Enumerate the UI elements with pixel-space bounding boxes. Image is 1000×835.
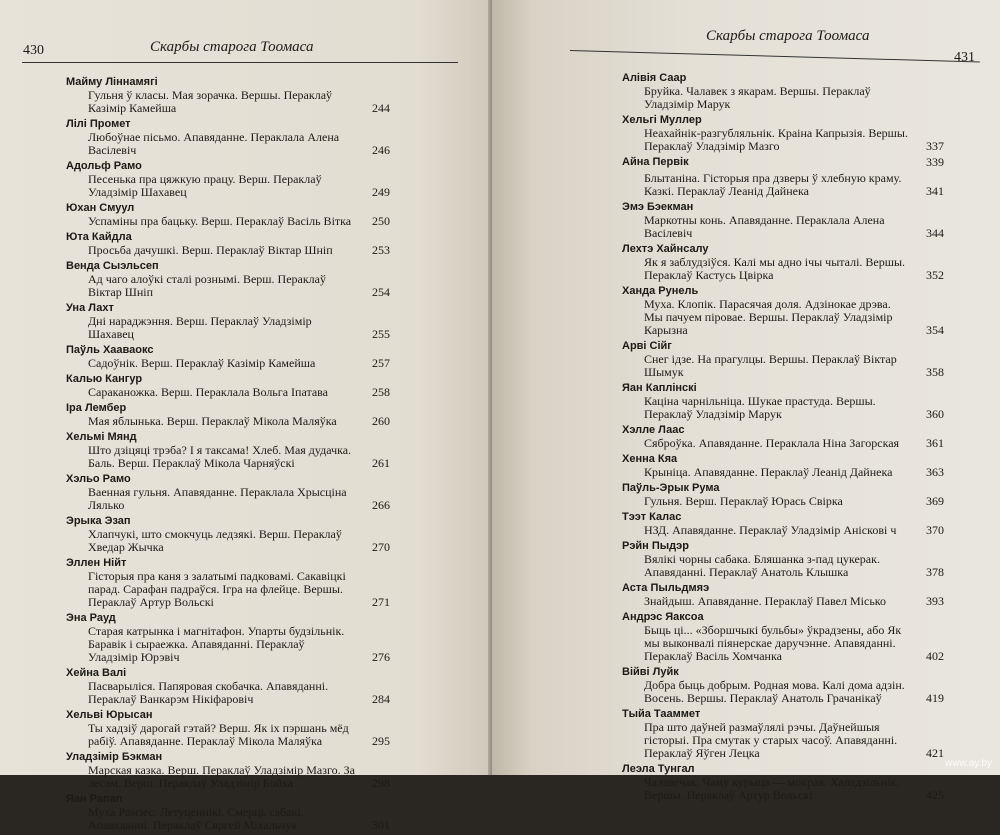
work-description xyxy=(66,273,390,299)
work-description xyxy=(622,524,944,537)
page-reference: 360 xyxy=(926,407,944,421)
toc-entry xyxy=(622,763,944,802)
work-description xyxy=(66,386,390,399)
page-reference: 354 xyxy=(926,323,944,337)
author-name: Тээт Калас xyxy=(622,511,682,523)
work-title: Марская казка. Верш. Пераклаў Уладзімір Мазго. За лесам. Верш. Пераклаў Уладзімір Бойка xyxy=(88,763,355,790)
toc-entry xyxy=(66,231,390,257)
watermark: www.ay.by xyxy=(944,758,992,769)
author-name: Уна Лахт xyxy=(66,302,114,314)
work-description xyxy=(66,444,390,470)
work-description xyxy=(622,466,944,479)
work-description xyxy=(622,776,944,802)
work-title: Пасварыліся. Папяровая скобачка. Апавяданні. Пераклаў Ванкарэм Нікіфаровіч xyxy=(88,679,329,706)
work-description xyxy=(622,256,944,282)
author-name: Арві Сійг xyxy=(622,340,672,352)
page-reference: 258 xyxy=(372,385,390,399)
work-title: Бруйка. Чалавек з якарам. Вершы. Пераклаў Уладзімір Марук xyxy=(644,84,871,111)
work-description xyxy=(622,595,944,608)
work-description xyxy=(66,486,390,512)
toc-entry xyxy=(622,172,944,198)
toc-entry xyxy=(66,76,390,115)
work-title: Садоўнік. Верш. Пераклаў Казімір Камейша xyxy=(88,356,316,370)
author-name: Эна Рауд xyxy=(66,612,116,624)
page-reference: 358 xyxy=(926,365,944,379)
work-title: Гісторыя пра каня з залатымі падковамі. Сакавіцкі парад. Сарафан падраўся. Ігра на флейце. Вершы. Пераклаў Артур Вольскі xyxy=(88,569,346,609)
toc-entry xyxy=(66,160,390,199)
author-name: Війві Луйк xyxy=(622,666,679,678)
page-reference: 250 xyxy=(372,214,390,228)
work-description xyxy=(622,553,944,579)
work-description xyxy=(622,85,944,111)
work-description xyxy=(66,806,390,832)
work-description xyxy=(622,214,944,240)
work-description xyxy=(66,528,390,554)
page-reference: 284 xyxy=(372,692,390,706)
work-description xyxy=(66,570,390,609)
work-title: Гульня. Верш. Пераклаў Юрась Свірка xyxy=(644,494,843,508)
work-title: Вялікі чорны сабака. Бляшанка з-пад цукерак. Апавяданні. Пераклаў Анатоль Клышка xyxy=(644,552,880,579)
author-name: Эмэ Бэекман xyxy=(622,201,694,213)
page-reference: 295 xyxy=(372,734,390,748)
author-name: Паўль-Эрык Рума xyxy=(622,482,720,494)
page-reference: 244 xyxy=(372,101,390,115)
author-name: Ханда Рунель xyxy=(622,285,699,297)
author-name: Андрэс Яаксоа xyxy=(622,611,704,623)
toc-entry xyxy=(66,793,390,832)
page-reference: 363 xyxy=(926,465,944,479)
toc-entry xyxy=(66,515,390,554)
author-name: Хэлле Лаас xyxy=(622,424,685,436)
work-title: Мая яблынька. Верш. Пераклаў Мікола Маляўка xyxy=(88,414,337,428)
author-name: Юта Кайдла xyxy=(66,231,132,243)
toc-entry xyxy=(622,340,944,379)
work-title: Чалавечак. Чаму курыца — мокрая. Халадзільнік. Вершы. Пераклаў Артур Вольскі xyxy=(644,775,900,802)
toc-entry xyxy=(622,201,944,240)
work-title: Старая катрынка і магнітафон. Упарты будзільнік. Баравік і сыраежка. Апавяданні. Пераклаў Уладзімір Юрэвіч xyxy=(88,624,345,664)
work-description xyxy=(66,415,390,428)
work-description xyxy=(622,395,944,421)
work-description xyxy=(622,298,944,337)
toc-entry xyxy=(622,424,944,450)
page-reference: 266 xyxy=(372,498,390,512)
toc-entry xyxy=(622,708,944,760)
toc-entry xyxy=(622,285,944,337)
author-name: Айна Первік xyxy=(622,156,689,168)
page-reference: 298 xyxy=(372,776,390,790)
toc-entry xyxy=(622,382,944,421)
work-description xyxy=(66,315,390,341)
work-description xyxy=(622,353,944,379)
work-title: Ты хадзіў дарогай гэтай? Верш. Як іх пэршань мёд рабіў. Апавяданне. Пераклаў Мікола Маляўка xyxy=(88,721,349,748)
author-name: Калью Кангур xyxy=(66,373,143,385)
author-name: Леэла Тунгал xyxy=(622,763,695,775)
work-title: Муха. Клопік. Парасячая доля. Адзінокае дрэва. Мы пачуем піровае. Вершы. Пераклаў Уладзімір Карызна xyxy=(644,297,893,337)
author-name: Паўль Хааваокс xyxy=(66,344,154,356)
toc-entry xyxy=(66,260,390,299)
toc-entry xyxy=(622,156,944,169)
toc-entry xyxy=(66,431,390,470)
author-name: Уладзімір Бэкман xyxy=(66,751,163,763)
work-description xyxy=(66,173,390,199)
toc-entry xyxy=(622,453,944,479)
author-name: Майму Ліннамягі xyxy=(66,76,158,88)
page-reference: 421 xyxy=(926,746,944,760)
author-name: Лехтэ Хайнсалу xyxy=(622,243,709,255)
work-title: Неахайнік-разгубляльнік. Краіна Капрызія. Вершы. Пераклаў Уладзімір Мазго xyxy=(644,126,908,153)
author-name: Адольф Рамо xyxy=(66,160,142,172)
work-title: НЗД. Апавяданне. Пераклаў Уладзімір Аніскові ч xyxy=(644,523,897,537)
right-page xyxy=(492,0,1000,802)
work-title: Быць ці... «Зборшчыкі бульбы» ўкрадзены, або Як мы выконвалі піянерскае даручэнне. Апавяданні. Пераклаў Васіль Хомчанка xyxy=(644,623,902,663)
work-title: Сяброўка. Апавяданне. Пераклала Ніна Загорская xyxy=(644,436,900,450)
author-name: Венда Сыэльсеп xyxy=(66,260,159,272)
page-reference: 260 xyxy=(372,414,390,428)
author-name: Хельві Юрысан xyxy=(66,709,153,721)
work-title: Снег ідзе. На прагулцы. Вершы. Пераклаў Віктар Шымук xyxy=(644,352,897,379)
work-description xyxy=(622,172,944,198)
work-title: Просьба дачушкі. Верш. Пераклаў Віктар Шніп xyxy=(88,243,333,257)
author-name: Іра Лембер xyxy=(66,402,127,414)
toc-entry xyxy=(622,540,944,579)
toc-entry xyxy=(66,709,390,748)
page-reference: 425 xyxy=(926,788,944,802)
page-reference: 255 xyxy=(372,327,390,341)
page-reference: 402 xyxy=(926,649,944,663)
work-description xyxy=(66,357,390,370)
work-description xyxy=(66,680,390,706)
work-title: Пра што даўней размаўлялі рэчы. Даўнейшыя гісторыі. Пра смутак у старых часоў. Апавяданні. Пераклаў Яўген Лецка xyxy=(644,720,898,760)
author-name: Тыйа Тааммет xyxy=(622,708,701,720)
page-reference: 253 xyxy=(372,243,390,257)
work-title: Сараканожка. Верш. Пераклала Вольга Іпатава xyxy=(88,385,329,399)
header-rule xyxy=(22,62,458,63)
work-title: Што дзіцяці трэба? І я таксама! Хлеб. Мая дудачка. Баль. Верш. Пераклаў Мікола Чарняўскі xyxy=(88,443,352,470)
toc-entry xyxy=(66,612,390,664)
toc-entry xyxy=(622,666,944,705)
work-title: Блытаніна. Гісторыя пра дзверы ў хлебную краму. Казкі. Пераклаў Леанід Дайнека xyxy=(644,171,902,198)
page-reference: 369 xyxy=(926,494,944,508)
author-name: Хенна Кяа xyxy=(622,453,678,465)
work-title: Ваенная гульня. Апавяданне. Пераклала Хрысціна Лялько xyxy=(88,485,347,512)
work-title: Знайдыш. Апавяданне. Пераклаў Павел Місько xyxy=(644,594,887,608)
work-description xyxy=(622,624,944,663)
author-name: Хэльо Рамо xyxy=(66,473,131,485)
toc-entry xyxy=(66,667,390,706)
toc-entry xyxy=(66,557,390,609)
header-rule xyxy=(570,50,980,62)
toc-entry xyxy=(66,344,390,370)
author-name: Хельгі Муллер xyxy=(622,114,702,126)
author-name: Аста Пыльдмяэ xyxy=(622,582,710,594)
work-title: Крыніца. Апавяданне. Пераклаў Леанід Дайнека xyxy=(644,465,893,479)
work-title: Маркотны конь. Апавяданне. Пераклала Алена Васілевіч xyxy=(644,213,885,240)
author-name: Яан Каплінскі xyxy=(622,382,697,394)
author-name: Яан Рапап xyxy=(66,793,123,805)
page-reference: 352 xyxy=(926,268,944,282)
toc-entry xyxy=(66,202,390,228)
toc-column xyxy=(66,76,390,835)
page-reference: 361 xyxy=(926,436,944,450)
work-description xyxy=(66,131,390,157)
work-title: Любоўнае пісьмо. Апавяданне. Пераклала Алена Васілевіч xyxy=(88,130,340,157)
author-name: Эллен Нійт xyxy=(66,557,127,569)
work-description xyxy=(622,679,944,705)
page-number: 431 xyxy=(954,50,975,65)
page-reference: 270 xyxy=(372,540,390,554)
author-name: Хейна Валі xyxy=(66,667,127,679)
work-description xyxy=(66,244,390,257)
work-description xyxy=(622,127,944,153)
toc-entry xyxy=(66,402,390,428)
toc-entry xyxy=(622,243,944,282)
work-title: Як я заблудзіўся. Калі мы адно ічы чыталі. Вершы. Пераклаў Кастусь Цвірка xyxy=(644,255,906,282)
running-title: Скарбы старога Тоомаса xyxy=(150,39,314,55)
toc-entry xyxy=(622,611,944,663)
page-reference: 378 xyxy=(926,565,944,579)
work-title: Добра быць добрым. Родная мова. Калі дома адзін. Восень. Вершы. Пераклаў Анатоль Грачанікаў xyxy=(644,678,905,705)
author-name: Рэйн Пыдэр xyxy=(622,540,689,552)
toc-entry xyxy=(66,302,390,341)
toc-entry xyxy=(622,72,944,111)
toc-entry xyxy=(622,511,944,537)
page-reference: 271 xyxy=(372,595,390,609)
page-reference: 339 xyxy=(926,155,944,169)
page-reference: 344 xyxy=(926,226,944,240)
work-title: Успаміны пра бацьку. Верш. Пераклаў Васіль Вітка xyxy=(88,214,352,228)
work-description xyxy=(66,764,390,790)
page-reference: 337 xyxy=(926,139,944,153)
page-reference: 249 xyxy=(372,185,390,199)
toc-entry xyxy=(66,118,390,157)
page-reference: 393 xyxy=(926,594,944,608)
work-description xyxy=(66,625,390,664)
page-reference: 276 xyxy=(372,650,390,664)
toc-entry xyxy=(66,751,390,790)
author-name: Лілі Промет xyxy=(66,118,131,130)
work-description xyxy=(622,437,944,450)
work-description xyxy=(622,721,944,760)
toc-entry xyxy=(66,373,390,399)
toc-entry xyxy=(622,582,944,608)
page-reference: 301 xyxy=(372,818,390,832)
page-reference: 257 xyxy=(372,356,390,370)
toc-entry xyxy=(622,482,944,508)
author-name: Хельмі Мянд xyxy=(66,431,137,443)
work-title: Гульня ў класы. Мая зорачка. Вершы. Пераклаў Казімір Камейша xyxy=(88,88,333,115)
work-title: Дні нараджэння. Верш. Пераклаў Уладзімір Шахавец xyxy=(88,314,312,341)
page-reference: 341 xyxy=(926,184,944,198)
page-reference: 246 xyxy=(372,143,390,157)
author-name: Юхан Смуул xyxy=(66,202,135,214)
left-page xyxy=(0,0,492,832)
work-description xyxy=(622,495,944,508)
page-number: 430 xyxy=(23,43,44,58)
running-title: Скарбы старога Тоомаса xyxy=(706,28,870,44)
author-name: Алівія Саар xyxy=(622,72,687,84)
work-title: Хлапчукі, што смокчуць ледзякі. Верш. Пераклаў Хведар Жычка xyxy=(88,527,342,554)
work-title: Кацiна чарнільніца. Шукае прастуда. Вершы. Пераклаў Уладзімір Марук xyxy=(644,394,876,421)
page-reference: 370 xyxy=(926,523,944,537)
toc-entry xyxy=(622,114,944,153)
work-title: Муха Рамзес. Летуценнікі. Смерць сабакі. Апавяданні. Пераклаў Сяргей Міхальчук xyxy=(88,805,304,832)
work-description xyxy=(66,215,390,228)
page-reference: 419 xyxy=(926,691,944,705)
work-description xyxy=(66,722,390,748)
toc-column xyxy=(622,72,944,805)
work-title: Ад чаго алоўкі сталі рознымі. Верш. Пераклаў Віктар Шніп xyxy=(88,272,326,299)
author-name: Эрыка Эзап xyxy=(66,515,131,527)
work-title: Песенька пра цяжкую працу. Верш. Пераклаў Уладзімір Шахавец xyxy=(88,172,322,199)
page-reference: 254 xyxy=(372,285,390,299)
work-description xyxy=(66,89,390,115)
toc-entry xyxy=(66,473,390,512)
page-reference: 261 xyxy=(372,456,390,470)
